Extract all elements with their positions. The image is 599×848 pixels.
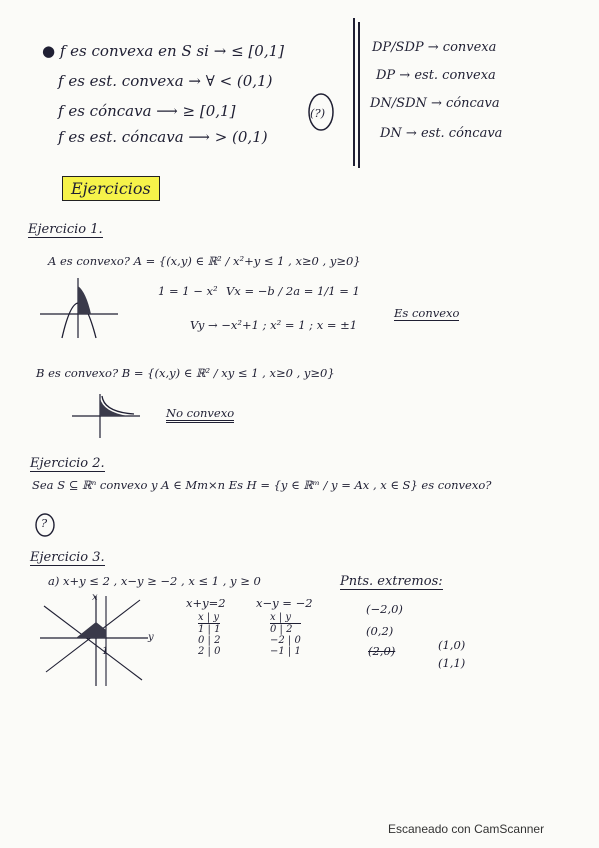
table-row: 2 | 0 [198, 646, 221, 657]
table-row: 1 | 1 [198, 624, 221, 635]
axis-mark-1: 1 [102, 646, 109, 657]
ej3-line-a: a) x+y ≤ 2 , x−y ≥ −2 , x ≤ 1 , y ≥ 0 [48, 574, 261, 588]
point-3: (1,0) [438, 638, 466, 652]
rule-line-4: f es est. cóncava ⟶ > (0,1) [58, 128, 268, 146]
parabola-sketch [40, 278, 120, 340]
rule-right-1: DP/SDP → convexa [372, 40, 497, 55]
region-sketch [40, 596, 150, 688]
ej2-title: Ejercicio 2. [30, 456, 105, 471]
table2-head-x: x [270, 612, 276, 623]
axis-y-label: y [148, 632, 154, 643]
table1-head-x: x [198, 612, 204, 623]
ej1-calc-2: Vx = −b / 2a = 1/1 = 1 [226, 284, 360, 298]
table1-title: x+y=2 [186, 596, 226, 610]
ej1-answer-b: No convexo [166, 406, 234, 423]
circle-mark-text: (?) [310, 106, 326, 120]
hyperbola-sketch [72, 394, 142, 440]
ej1-calc-1: 1 = 1 − x² [158, 284, 218, 298]
ej2-line: Sea S ⊆ ℝⁿ convexo y A ∈ Mm×n Es H = {y ∈ ℝᵐ / y = Ax , x ∈ S} es convexo? [32, 478, 492, 492]
table-row: 0 | 2 [198, 635, 221, 646]
point-4: (1,1) [438, 656, 466, 670]
ej1-title: Ejercicio 1. [28, 222, 103, 237]
table1 [198, 612, 220, 657]
ej3-title: Ejercicio 3. [30, 550, 105, 565]
rule-right-4: DN → est. cóncava [380, 126, 503, 141]
rule-right-2: DP → est. convexa [376, 68, 496, 83]
rule-line-1: ● f es convexa en S si → ≤ [0,1] [42, 42, 284, 60]
section-title: Ejercicios [62, 176, 160, 201]
divider-lines [352, 18, 362, 168]
table1-head: x | y [198, 612, 220, 623]
point-2: (0,2) [366, 624, 394, 638]
table-row: −2 | 0 [270, 635, 301, 646]
axis-x-label: x [92, 592, 98, 603]
rule-line-2: f es est. convexa → ∀ < (0,1) [58, 72, 273, 90]
table2-title: x−y = −2 [256, 596, 313, 610]
table-row: 0 | 2 [270, 623, 301, 635]
rule-line-3: f es cóncava ⟶ ≥ [0,1] [58, 102, 236, 120]
table2-head: x | y [270, 612, 292, 623]
point-1: (−2,0) [366, 602, 403, 616]
ej2-mark: ? [41, 516, 48, 530]
table2-head-y: y [285, 612, 292, 623]
ej1-line-a: A es convexo? A = {(x,y) ∈ ℝ² / x²+y ≤ 1 , x≥0 , y≥0} [48, 254, 361, 268]
point-struck: (2,0) [368, 644, 396, 658]
ej1-calc-3: Vy → −x²+1 ; x² = 1 ; x = ±1 [190, 318, 358, 332]
ej1-answer-a: Es convexo [394, 306, 460, 320]
rule-right-3: DN/SDN → cóncava [370, 96, 500, 111]
extremos-title: Pnts. extremos: [340, 574, 443, 589]
table-row: −1 | 1 [270, 646, 301, 657]
ej1-line-b: B es convexo? B = {(x,y) ∈ ℝ² / xy ≤ 1 , x≥0 , y≥0} [36, 366, 335, 380]
table2 [270, 612, 301, 657]
footer-watermark: Escaneado con CamScanner [388, 822, 545, 836]
table1-head-y: y [213, 612, 220, 623]
